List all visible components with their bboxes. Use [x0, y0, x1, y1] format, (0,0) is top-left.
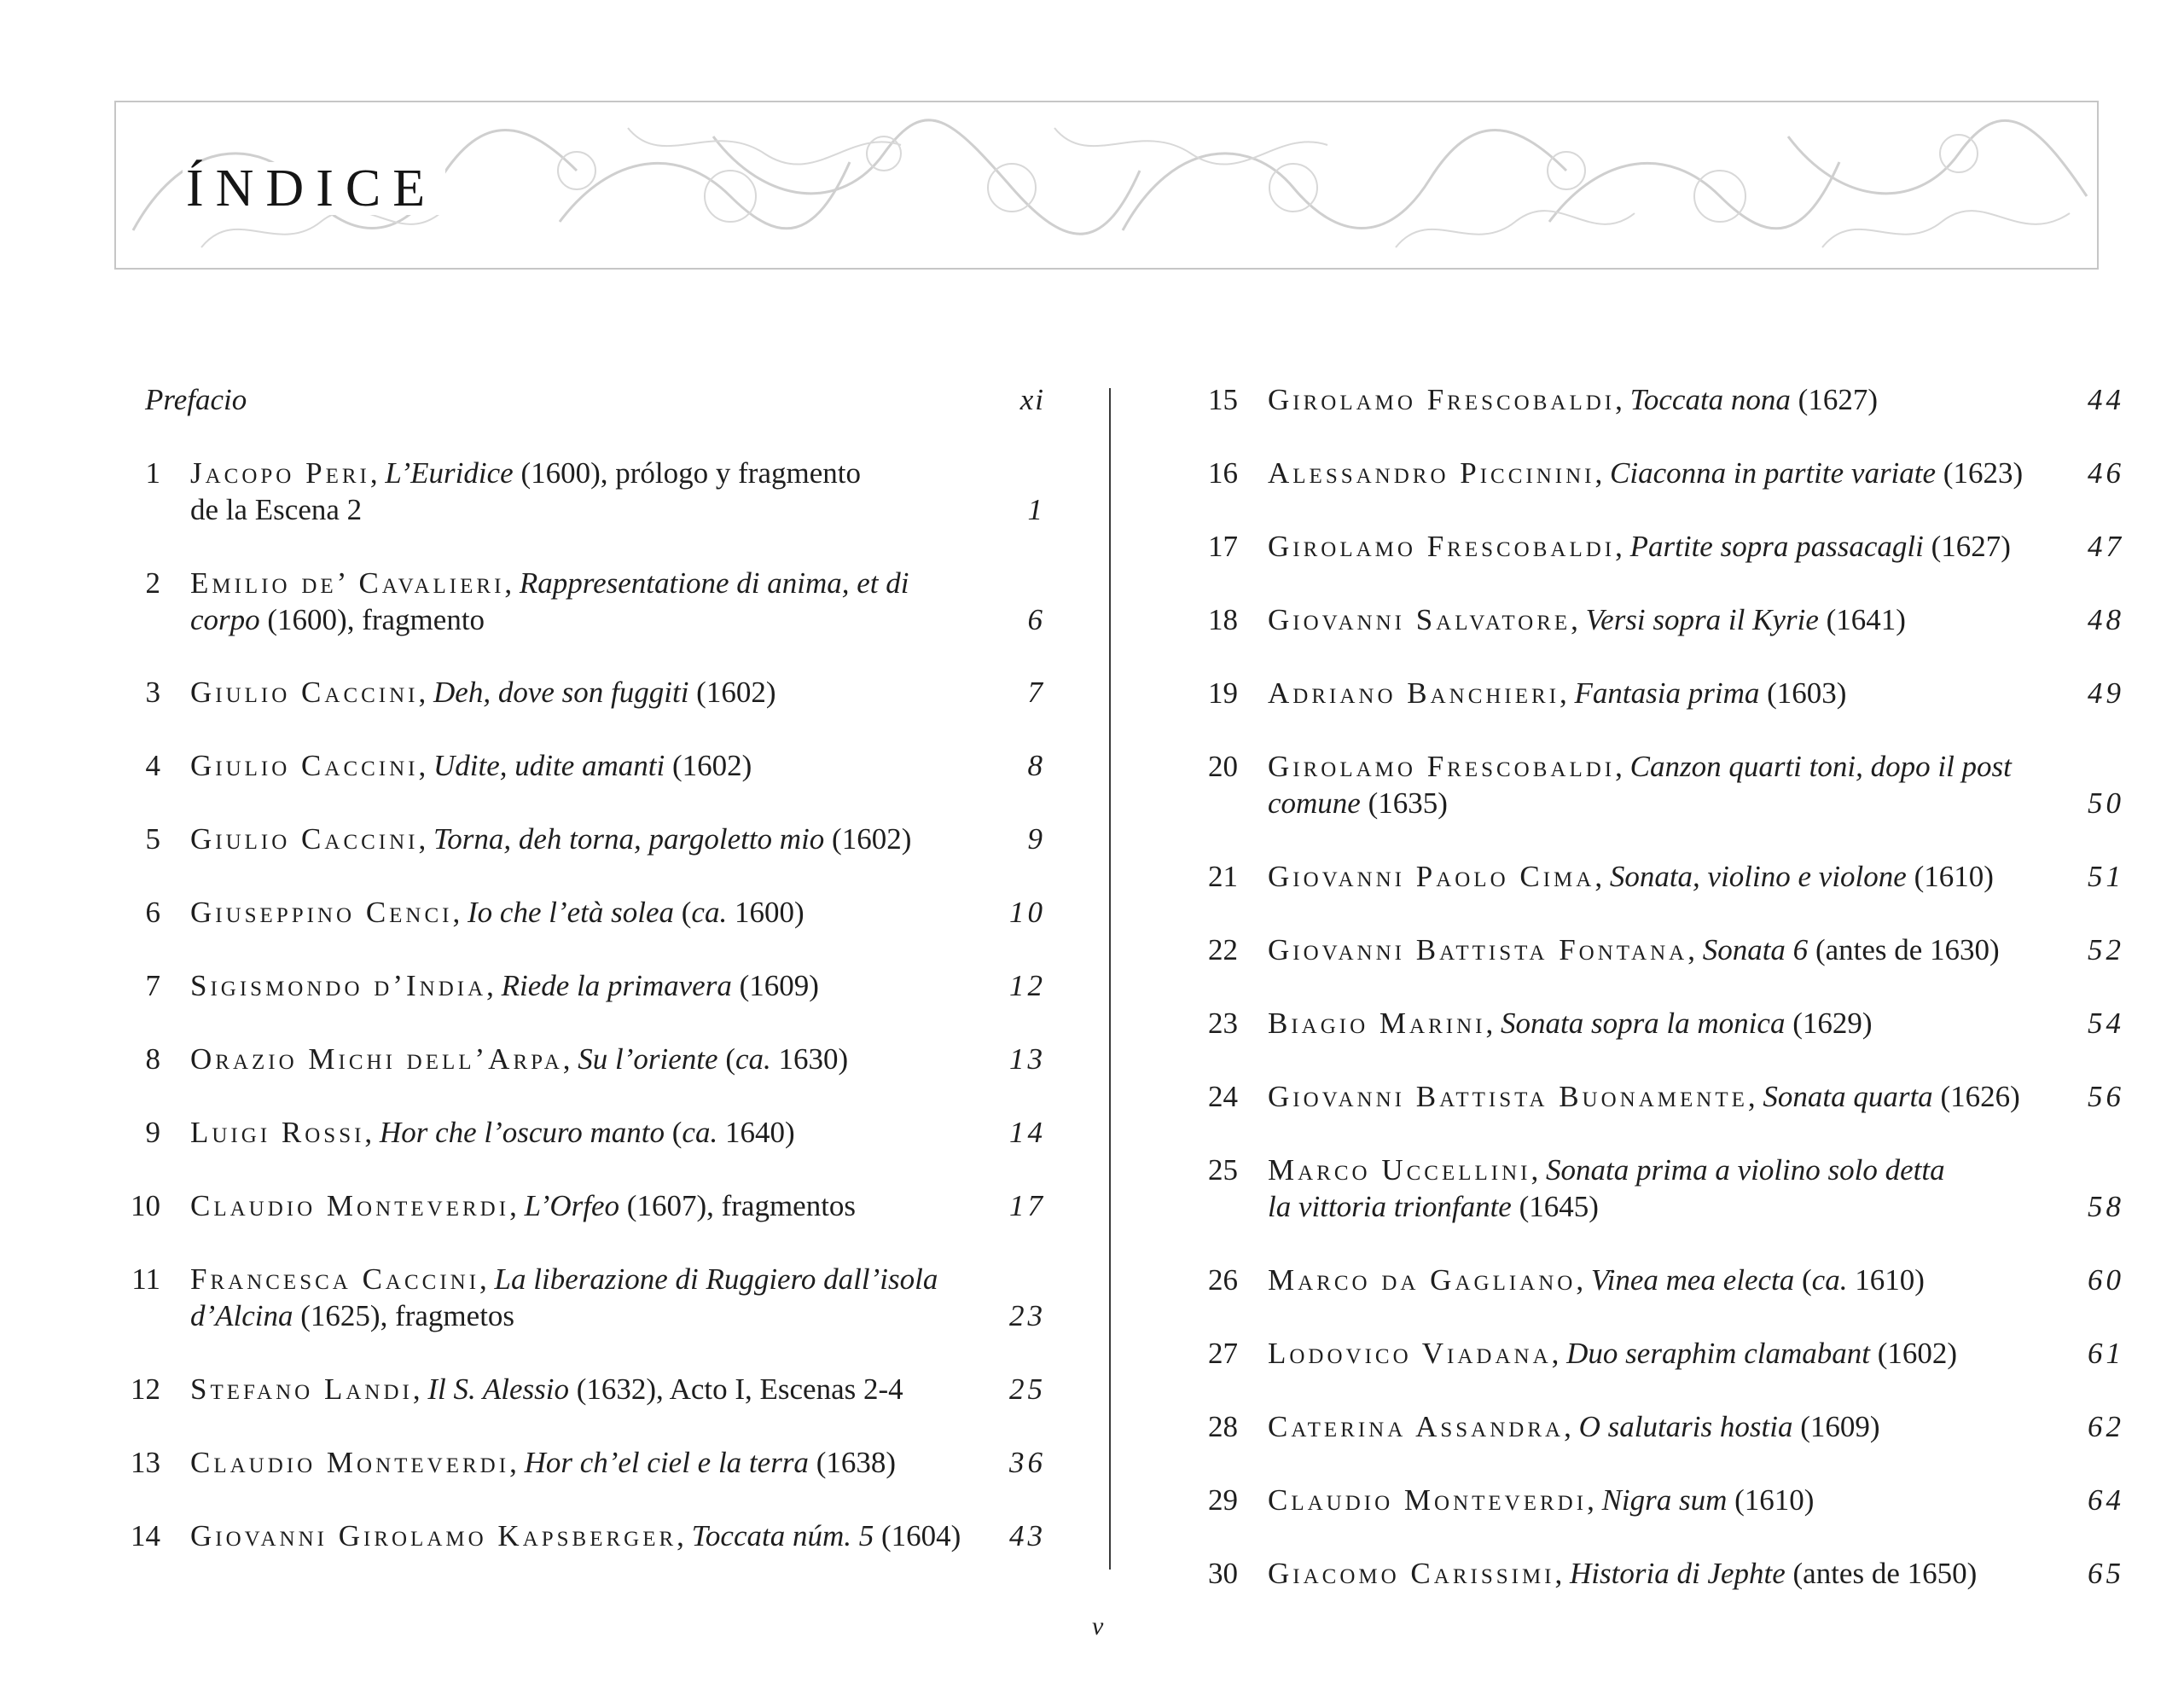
separator: , — [1615, 530, 1630, 563]
entry-number: 24 — [1208, 1080, 1238, 1113]
separator: , — [1531, 1153, 1546, 1187]
entry-title — [1268, 601, 2121, 638]
separator: , — [1615, 383, 1630, 416]
composer-name: Giulio Caccini — [190, 822, 419, 856]
page-number: v — [1092, 1612, 1104, 1640]
entry-title — [1268, 1335, 2121, 1372]
entry-page-number: 23 — [1009, 1299, 1046, 1332]
entry-number: 28 — [1208, 1410, 1238, 1443]
work-title: Su l’oriente — [578, 1042, 718, 1076]
entry-title — [190, 1444, 1043, 1481]
header-banner — [114, 101, 2099, 270]
toc-entry — [0, 675, 2184, 713]
work-title-continued: comune — [1268, 786, 1361, 820]
entry-number: 25 — [1208, 1153, 1238, 1187]
work-details: (1610) — [1906, 860, 1994, 893]
entry-page-number: 60 — [2088, 1263, 2124, 1297]
composer-name: Giovanni Battista Buonamente — [1268, 1080, 1748, 1113]
work-title: Canzon quarti toni, dopo il post — [1629, 750, 2012, 783]
separator: , — [1576, 1263, 1591, 1297]
work-title-continued: la vittoria trionfante — [1268, 1190, 1512, 1223]
entry-number: 1 — [145, 456, 160, 490]
entry-number: 22 — [1208, 933, 1238, 966]
composer-name: Giovanni Salvatore — [1268, 603, 1571, 636]
entry-number: 19 — [1208, 676, 1238, 710]
work-title: Toccata núm. 5 — [691, 1519, 874, 1552]
toc-entry — [0, 1482, 2184, 1520]
entry-number: 18 — [1208, 603, 1238, 636]
separator: , — [1615, 750, 1630, 783]
work-details: ( — [665, 1116, 682, 1149]
work-title: Hor ch’el ciel e la terra — [524, 1446, 809, 1479]
entry-title — [1268, 1555, 2121, 1592]
separator: , — [479, 1262, 495, 1296]
entry-title — [1268, 1152, 2121, 1225]
composer-name: Biagio Marini — [1268, 1007, 1486, 1040]
toc-entry — [0, 1371, 2184, 1409]
work-details: (1641) — [1818, 603, 1906, 636]
work-details: (1607), fragmentos — [619, 1189, 857, 1222]
composer-name: Francesca Caccini — [190, 1262, 480, 1296]
toc-entry — [0, 1005, 2184, 1043]
separator: , — [369, 456, 386, 490]
entry-page-number: 10 — [1009, 896, 1046, 929]
toc-entry — [0, 821, 2184, 859]
work-details-continued: (1625), fragmetos — [293, 1299, 515, 1332]
entry-page-number: 50 — [2088, 786, 2124, 820]
entry-title — [1268, 748, 2121, 821]
work-details: (1609) — [731, 969, 819, 1002]
work-title: Torna, deh torna, pargoletto mio — [433, 822, 825, 856]
work-title: Hor che l’oscuro manto — [379, 1116, 665, 1149]
work-title: Vinea mea electa — [1590, 1263, 1795, 1297]
composer-name: Girolamo Frescobaldi — [1268, 383, 1616, 416]
toc-entry — [0, 748, 2184, 825]
separator: , — [418, 749, 434, 782]
separator: , — [677, 1519, 692, 1552]
entry-number: 10 — [131, 1189, 160, 1222]
entry-page-number: 43 — [1009, 1519, 1046, 1552]
work-details: (1609) — [1792, 1410, 1880, 1443]
composer-name: Caterina Assandra — [1268, 1410, 1565, 1443]
entry-title — [1268, 1482, 2121, 1518]
work-title: Fantasia prima — [1574, 676, 1760, 710]
work-title: Versi sopra il Kyrie — [1585, 603, 1819, 636]
separator: , — [412, 1372, 428, 1406]
work-details: (1602) — [1869, 1337, 1958, 1370]
work-title-continued: d’Alcina — [190, 1299, 293, 1332]
composer-name: Lodovico Viadana — [1268, 1337, 1552, 1370]
entry-title — [1268, 931, 2121, 968]
work-title: Ciaconna in partite variate — [1610, 456, 1937, 490]
entry-number: 21 — [1208, 860, 1238, 893]
entry-number: 27 — [1208, 1337, 1238, 1370]
separator: , — [509, 1189, 525, 1222]
toc-entry — [0, 1555, 2184, 1593]
entry-page-number: 54 — [2088, 1007, 2124, 1040]
entry-page-number: 56 — [2088, 1080, 2124, 1113]
work-title: L’Orfeo — [524, 1189, 620, 1222]
entry-title — [1268, 528, 2121, 565]
separator: , — [504, 566, 520, 600]
separator: , — [1551, 1337, 1567, 1370]
work-title: Sonata prima a violino solo detta — [1545, 1153, 1945, 1187]
composer-name: Giulio Caccini — [190, 676, 419, 709]
separator: , — [1564, 1410, 1579, 1443]
toc-entry — [0, 1444, 2184, 1483]
entry-number: 6 — [145, 896, 160, 929]
work-title: Riede la primavera — [501, 969, 732, 1002]
entry-page-number: 25 — [1009, 1372, 1046, 1406]
work-details: (antes de 1650) — [1785, 1557, 1978, 1590]
work-title: Sonata quarta — [1763, 1080, 1933, 1113]
separator: , — [486, 969, 502, 1002]
work-title: La liberazione di Ruggiero dall’isola — [494, 1262, 938, 1296]
composer-name: Girolamo Frescobaldi — [1268, 750, 1616, 783]
work-details: (1600), prólogo y fragmento — [513, 456, 861, 490]
composer-name: Marco da Gagliano — [1268, 1263, 1577, 1297]
entry-number: 5 — [145, 822, 160, 856]
entry-page-number: 12 — [1009, 969, 1046, 1002]
composer-name: Alessandro Piccinini — [1268, 456, 1595, 490]
work-details: (antes de 1630) — [1808, 933, 2000, 966]
separator: , — [1587, 1483, 1602, 1517]
page-title: ÍNDICE — [183, 162, 445, 215]
composer-name: Marco Uccellini — [1268, 1153, 1531, 1187]
entry-number: 26 — [1208, 1263, 1238, 1297]
composer-name: Giovanni Battista Fontana — [1268, 933, 1688, 966]
entry-number: 23 — [1208, 1007, 1238, 1040]
circa-abbr: ca. — [691, 896, 728, 929]
toc-entry — [0, 1517, 2184, 1556]
work-details: (1602) — [824, 822, 912, 856]
separator: , — [452, 896, 468, 929]
composer-name: Girolamo Frescobaldi — [1268, 530, 1616, 563]
work-details: (1627) — [1923, 530, 2011, 563]
work-title: Rappresentatione di anima, et di — [519, 566, 909, 600]
entry-page-number: 52 — [2088, 933, 2124, 966]
toc-entry — [0, 1078, 2184, 1117]
composer-name: Claudio Monteverdi — [190, 1189, 510, 1222]
work-year: 1640) — [717, 1116, 795, 1149]
entry-page-number: 17 — [1009, 1189, 1046, 1222]
toc-entry — [0, 601, 2184, 640]
entry-number: 2 — [145, 566, 160, 600]
work-title: Sonata 6 — [1702, 933, 1809, 966]
entry-number: 3 — [145, 676, 160, 709]
entry-page-number: 62 — [2088, 1410, 2124, 1443]
work-title: O salutaris hostia — [1578, 1410, 1793, 1443]
separator: , — [1687, 933, 1703, 966]
entry-number: 9 — [145, 1116, 160, 1149]
separator: , — [364, 1116, 380, 1149]
entry-page-number: 51 — [2088, 860, 2124, 893]
entry-page-number: 6 — [1027, 603, 1046, 636]
composer-name: Giuseppino Cenci — [190, 896, 453, 929]
work-details: (1623) — [1936, 456, 2024, 490]
composer-name: Sigismondo d’India — [190, 969, 487, 1002]
toc-entry — [0, 931, 2184, 970]
entry-number: 13 — [131, 1446, 160, 1479]
entry-title — [1268, 1262, 2121, 1298]
composer-name: Stefano Landi — [190, 1372, 413, 1406]
work-title: Deh, dove son fuggiti — [433, 676, 689, 709]
work-title: Duo seraphim clamabant — [1566, 1337, 1870, 1370]
toc-entry — [0, 528, 2184, 566]
work-details: (1627) — [1790, 383, 1878, 416]
entry-title — [190, 821, 1043, 857]
work-details-continued: (1600), fragmento — [259, 603, 485, 636]
work-details-continued: (1645) — [1511, 1190, 1599, 1223]
entry-title — [1268, 381, 2121, 418]
work-details: (1602) — [688, 676, 776, 709]
entry-number: 7 — [145, 969, 160, 1002]
composer-name: Emilio de’ Cavalieri — [190, 566, 505, 600]
work-details: ( — [674, 896, 692, 929]
circa-abbr: ca. — [735, 1042, 771, 1076]
separator: , — [1554, 1557, 1571, 1590]
work-details-continued: (1635) — [1360, 786, 1448, 820]
work-title: Sonata, violino e violone — [1609, 860, 1907, 893]
separator: , — [1560, 676, 1575, 710]
work-details: (1604) — [874, 1519, 961, 1552]
separator: , — [1747, 1080, 1763, 1113]
entry-page-number: 65 — [2088, 1557, 2124, 1590]
entry-title — [1268, 455, 2121, 491]
work-details: (1632), Acto I, Escenas 2-4 — [568, 1372, 903, 1406]
work-year: 1610) — [1847, 1263, 1925, 1297]
toc-entry — [0, 967, 2184, 1006]
work-details: (1603) — [1759, 676, 1847, 710]
entry-title — [190, 1114, 1043, 1151]
work-details: ( — [717, 1042, 735, 1076]
entry-page-number: 46 — [2088, 456, 2124, 490]
separator: , — [418, 676, 434, 709]
work-details: (1610) — [1727, 1483, 1815, 1517]
toc-entry — [0, 1041, 2184, 1079]
entry-page-number: 9 — [1027, 822, 1046, 856]
composer-name: Jacopo Peri — [190, 456, 370, 490]
separator: , — [1594, 456, 1610, 490]
entry-title — [1268, 675, 2121, 711]
entry-page-number: 49 — [2088, 676, 2124, 710]
entry-title — [1268, 1078, 2121, 1115]
composer-name: Claudio Monteverdi — [190, 1446, 510, 1479]
work-title-continued: corpo — [190, 603, 260, 636]
work-year: 1600) — [727, 896, 804, 929]
toc-entry — [0, 381, 2184, 420]
toc-entry — [0, 858, 2184, 897]
entry-title — [190, 1371, 1043, 1407]
entry-number: 12 — [131, 1372, 160, 1406]
entry-page-number: 1 — [1027, 493, 1046, 526]
separator: , — [1571, 603, 1586, 636]
composer-name: Adriano Banchieri — [1268, 676, 1560, 710]
entry-page-number: 64 — [2088, 1483, 2124, 1517]
separator: , — [509, 1446, 525, 1479]
entry-title — [190, 894, 1043, 931]
composer-name: Claudio Monteverdi — [1268, 1483, 1588, 1517]
work-title: Toccata nona — [1629, 383, 1791, 416]
work-details: (1626) — [1932, 1080, 2020, 1113]
entry-title — [190, 1517, 1043, 1554]
preface-page: xi — [1019, 383, 1045, 416]
entry-page-number: 13 — [1009, 1042, 1046, 1076]
entry-number: 14 — [131, 1519, 160, 1552]
work-details: ( — [1794, 1263, 1812, 1297]
preface-label: Prefacio — [145, 383, 247, 416]
composer-name: Giulio Caccini — [190, 749, 419, 782]
work-title: Il S. Alessio — [427, 1372, 569, 1406]
entry-title — [190, 967, 1043, 1004]
entry-number: 20 — [1208, 750, 1238, 783]
entry-page-number: 36 — [1009, 1446, 1046, 1479]
composer-name: Luigi Rossi — [190, 1116, 365, 1149]
separator: , — [562, 1042, 578, 1076]
work-title: L’Euridice — [385, 456, 514, 490]
composer-name: Giovanni Girolamo Kapsberger — [190, 1519, 677, 1552]
work-details: (1629) — [1785, 1007, 1873, 1040]
entry-page-number: 14 — [1009, 1116, 1046, 1149]
entry-page-number: 44 — [2088, 383, 2124, 416]
work-year: 1630) — [770, 1042, 849, 1076]
entry-title — [1268, 1005, 2121, 1042]
work-title: Sonata sopra la monica — [1500, 1007, 1786, 1040]
entry-number: 17 — [1208, 530, 1238, 563]
composer-name: Giovanni Paolo Cima — [1268, 860, 1595, 893]
toc-entry — [0, 894, 2184, 932]
entry-page-number: 58 — [2088, 1190, 2124, 1223]
entry-number: 30 — [1208, 1557, 1238, 1590]
composer-name: Giacomo Carissimi — [1268, 1557, 1555, 1590]
entry-title — [1268, 1408, 2121, 1445]
entry-page-number: 61 — [2088, 1337, 2124, 1370]
entry-page-number: 8 — [1027, 749, 1046, 782]
toc-entry — [0, 1408, 2184, 1447]
entry-title — [1268, 858, 2121, 895]
work-title: Partite sopra passacagli — [1629, 530, 1924, 563]
separator: , — [1485, 1007, 1501, 1040]
toc-entry — [0, 1335, 2184, 1373]
separator: , — [1594, 860, 1610, 893]
entry-number: 15 — [1208, 383, 1238, 416]
work-title: Nigra sum — [1601, 1483, 1728, 1517]
toc-entry — [0, 455, 2184, 493]
entry-number: 4 — [145, 749, 160, 782]
composer-name: Orazio Michi dell’Arpa — [190, 1042, 563, 1076]
entry-number: 16 — [1208, 456, 1238, 490]
circa-abbr: ca. — [682, 1116, 718, 1149]
toc-entry — [0, 1114, 2184, 1152]
work-title: Io che l’età solea — [468, 896, 674, 929]
toc-entry — [0, 1262, 2184, 1300]
entry-page-number: 7 — [1027, 676, 1046, 709]
circa-abbr: ca. — [1811, 1263, 1848, 1297]
work-details: (1602) — [665, 749, 752, 782]
entry-page-number: 48 — [2088, 603, 2124, 636]
entry-number: 29 — [1208, 1483, 1238, 1517]
entry-number: 8 — [145, 1042, 160, 1076]
work-title: Udite, udite amanti — [433, 749, 665, 782]
toc-entry — [0, 1152, 2184, 1228]
entry-number: 11 — [131, 1262, 160, 1296]
work-details: (1638) — [808, 1446, 896, 1479]
separator: , — [418, 822, 434, 856]
work-title: Historia di Jephte — [1570, 1557, 1786, 1590]
work-details-continued: de la Escena 2 — [190, 493, 363, 526]
entry-page-number: 47 — [2088, 530, 2124, 563]
entry-title — [190, 1041, 1043, 1077]
